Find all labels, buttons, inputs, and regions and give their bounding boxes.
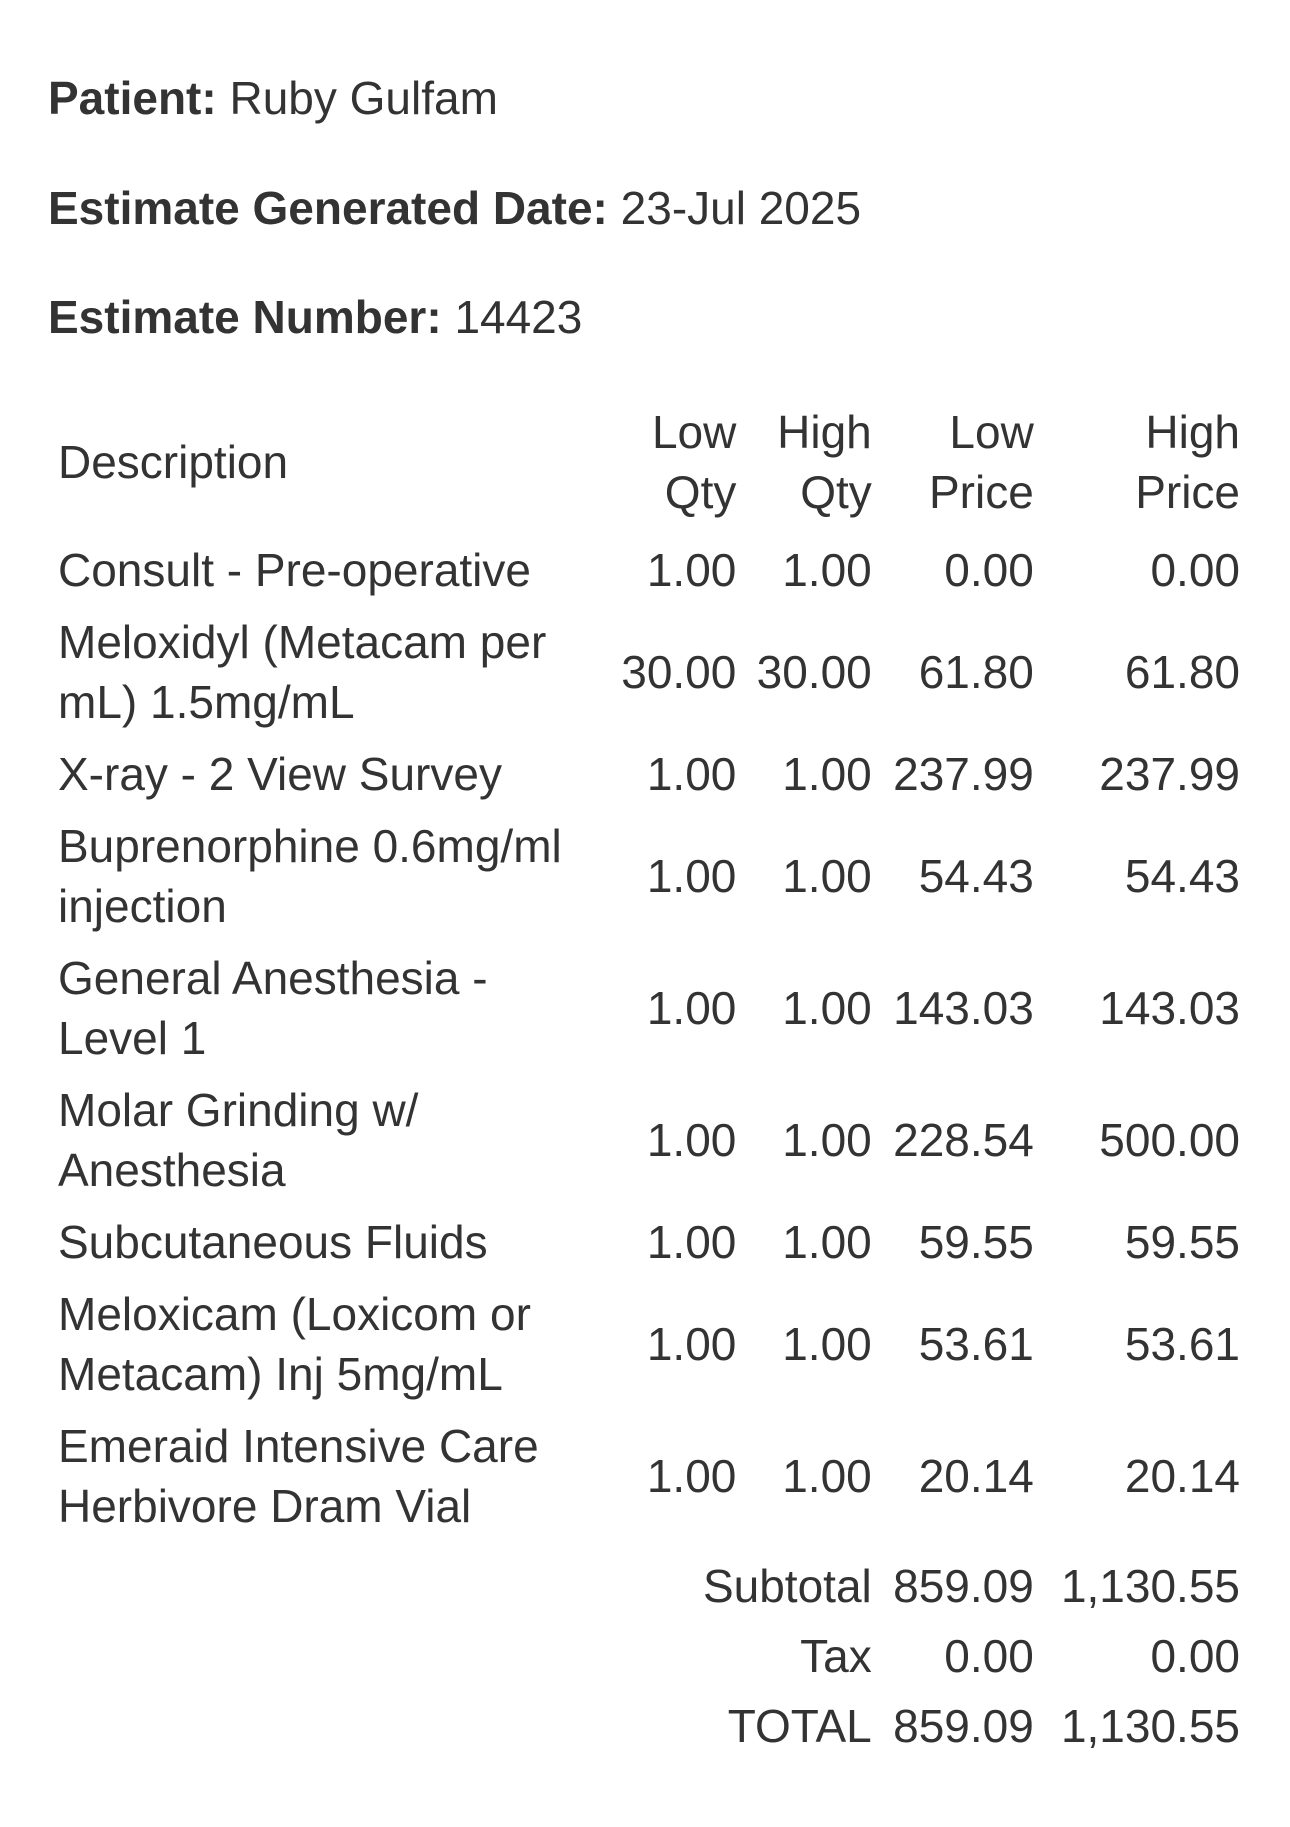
- table-row: [48, 738, 1244, 810]
- table-row: [48, 942, 1244, 1074]
- estimate-table: [48, 402, 1244, 1761]
- item-low-qty: 1.00: [646, 1450, 737, 1502]
- subtotal-label: Subtotal: [702, 1560, 872, 1612]
- estimate-number-label: Estimate Number:: [48, 291, 442, 343]
- table-row: [48, 1278, 1244, 1410]
- item-high-qty: 1.00: [782, 850, 872, 902]
- table-row: [48, 1410, 1244, 1542]
- tax-label: Tax: [800, 1630, 872, 1682]
- table-row: [48, 1074, 1244, 1206]
- item-low-qty: 30.00: [621, 646, 737, 698]
- item-high-qty: 1.00: [782, 1216, 872, 1268]
- item-high-qty: 1.00: [782, 544, 872, 596]
- column-header-high-qty-line1: High: [777, 406, 872, 458]
- item-description: Buprenorphine 0.6mg/ml injection: [58, 820, 562, 932]
- column-header-low-price-line1: Low: [949, 406, 1034, 458]
- item-low-price: 237.99: [893, 748, 1034, 800]
- item-high-price: 54.43: [1124, 850, 1240, 902]
- subtotal-low: 859.09: [893, 1560, 1034, 1612]
- column-header-high-price-line1: High: [1145, 406, 1240, 458]
- item-low-price: 0.00: [944, 544, 1034, 596]
- column-header-low-qty: [602, 402, 740, 534]
- estimate-number-value: 14423: [454, 291, 583, 343]
- item-description: Emeraid Intensive Care Herbivore Dram Vial: [58, 1420, 539, 1532]
- column-header-high-price-line2: Price: [1135, 466, 1240, 518]
- item-high-qty: 1.00: [782, 1318, 872, 1370]
- item-high-price: 61.80: [1124, 646, 1240, 698]
- column-header-low-qty-line2: Qty: [664, 466, 737, 518]
- subtotal-high: 1,130.55: [1060, 1560, 1240, 1612]
- item-low-price: 20.14: [918, 1450, 1034, 1502]
- item-low-price: 61.80: [918, 646, 1034, 698]
- item-low-price: 143.03: [893, 982, 1034, 1034]
- item-description: Consult - Pre-operative: [58, 544, 531, 596]
- tax-low: 0.00: [944, 1630, 1034, 1682]
- item-low-qty: 1.00: [646, 1318, 737, 1370]
- item-low-qty: 1.00: [646, 1114, 737, 1166]
- item-description: Meloxidyl (Metacam per mL) 1.5mg/mL: [58, 616, 547, 728]
- item-description: Meloxicam (Loxicom or Metacam) Inj 5mg/mL: [58, 1288, 531, 1400]
- estimate-date-label: Estimate Generated Date:: [48, 182, 608, 234]
- item-high-qty: 30.00: [756, 646, 872, 698]
- total-label: TOTAL: [727, 1700, 872, 1752]
- item-high-price: 0.00: [1150, 544, 1240, 596]
- estimate-date-line: [48, 180, 861, 236]
- item-high-price: 53.61: [1124, 1318, 1240, 1370]
- item-low-price: 59.55: [918, 1216, 1034, 1268]
- item-low-price: 228.54: [893, 1114, 1034, 1166]
- subtotal-row: [48, 1542, 1244, 1621]
- item-description: Molar Grinding w/ Anesthesia: [58, 1084, 419, 1196]
- item-high-qty: 1.00: [782, 1450, 872, 1502]
- item-description: Subcutaneous Fluids: [58, 1216, 488, 1268]
- tax-high: 0.00: [1150, 1630, 1240, 1682]
- item-high-price: 20.14: [1124, 1450, 1240, 1502]
- item-high-qty: 1.00: [782, 748, 872, 800]
- item-low-qty: 1.00: [646, 982, 737, 1034]
- total-row: [48, 1691, 1244, 1761]
- table-row: [48, 1206, 1244, 1278]
- item-description: General Anesthesia - Level 1: [58, 952, 488, 1064]
- item-low-qty: 1.00: [646, 850, 737, 902]
- item-low-qty: 1.00: [646, 1216, 737, 1268]
- item-low-price: 54.43: [918, 850, 1034, 902]
- item-description: X-ray - 2 View Survey: [58, 748, 502, 800]
- estimate-number-line: [48, 289, 582, 345]
- item-low-qty: 1.00: [646, 748, 737, 800]
- column-header-low-qty-line1: Low: [651, 406, 737, 458]
- total-low: 859.09: [893, 1700, 1034, 1752]
- column-header-low-price: [876, 402, 1038, 534]
- column-header-description: Description: [58, 436, 289, 488]
- item-high-qty: 1.00: [782, 982, 872, 1034]
- item-low-qty: 1.00: [646, 544, 737, 596]
- item-high-price: 500.00: [1099, 1114, 1240, 1166]
- column-header-low-price-line2: Price: [929, 466, 1034, 518]
- item-low-price: 53.61: [918, 1318, 1034, 1370]
- patient-line: [48, 70, 498, 126]
- column-header-high-qty: [740, 402, 875, 534]
- estimate-date-value: 23-Jul 2025: [620, 182, 862, 234]
- item-high-price: 59.55: [1124, 1216, 1240, 1268]
- table-row: [48, 810, 1244, 942]
- item-high-price: 143.03: [1099, 982, 1240, 1034]
- patient-name: Ruby Gulfam: [229, 72, 498, 124]
- column-header-high-price: [1038, 402, 1244, 534]
- table-header-row: [48, 402, 1244, 534]
- tax-row: [48, 1621, 1244, 1691]
- table-row: [48, 606, 1244, 738]
- item-high-price: 237.99: [1099, 748, 1240, 800]
- total-high: 1,130.55: [1060, 1700, 1240, 1752]
- patient-label: Patient:: [48, 72, 217, 124]
- table-row: [48, 534, 1244, 606]
- column-header-high-qty-line2: Qty: [800, 466, 872, 518]
- item-high-qty: 1.00: [782, 1114, 872, 1166]
